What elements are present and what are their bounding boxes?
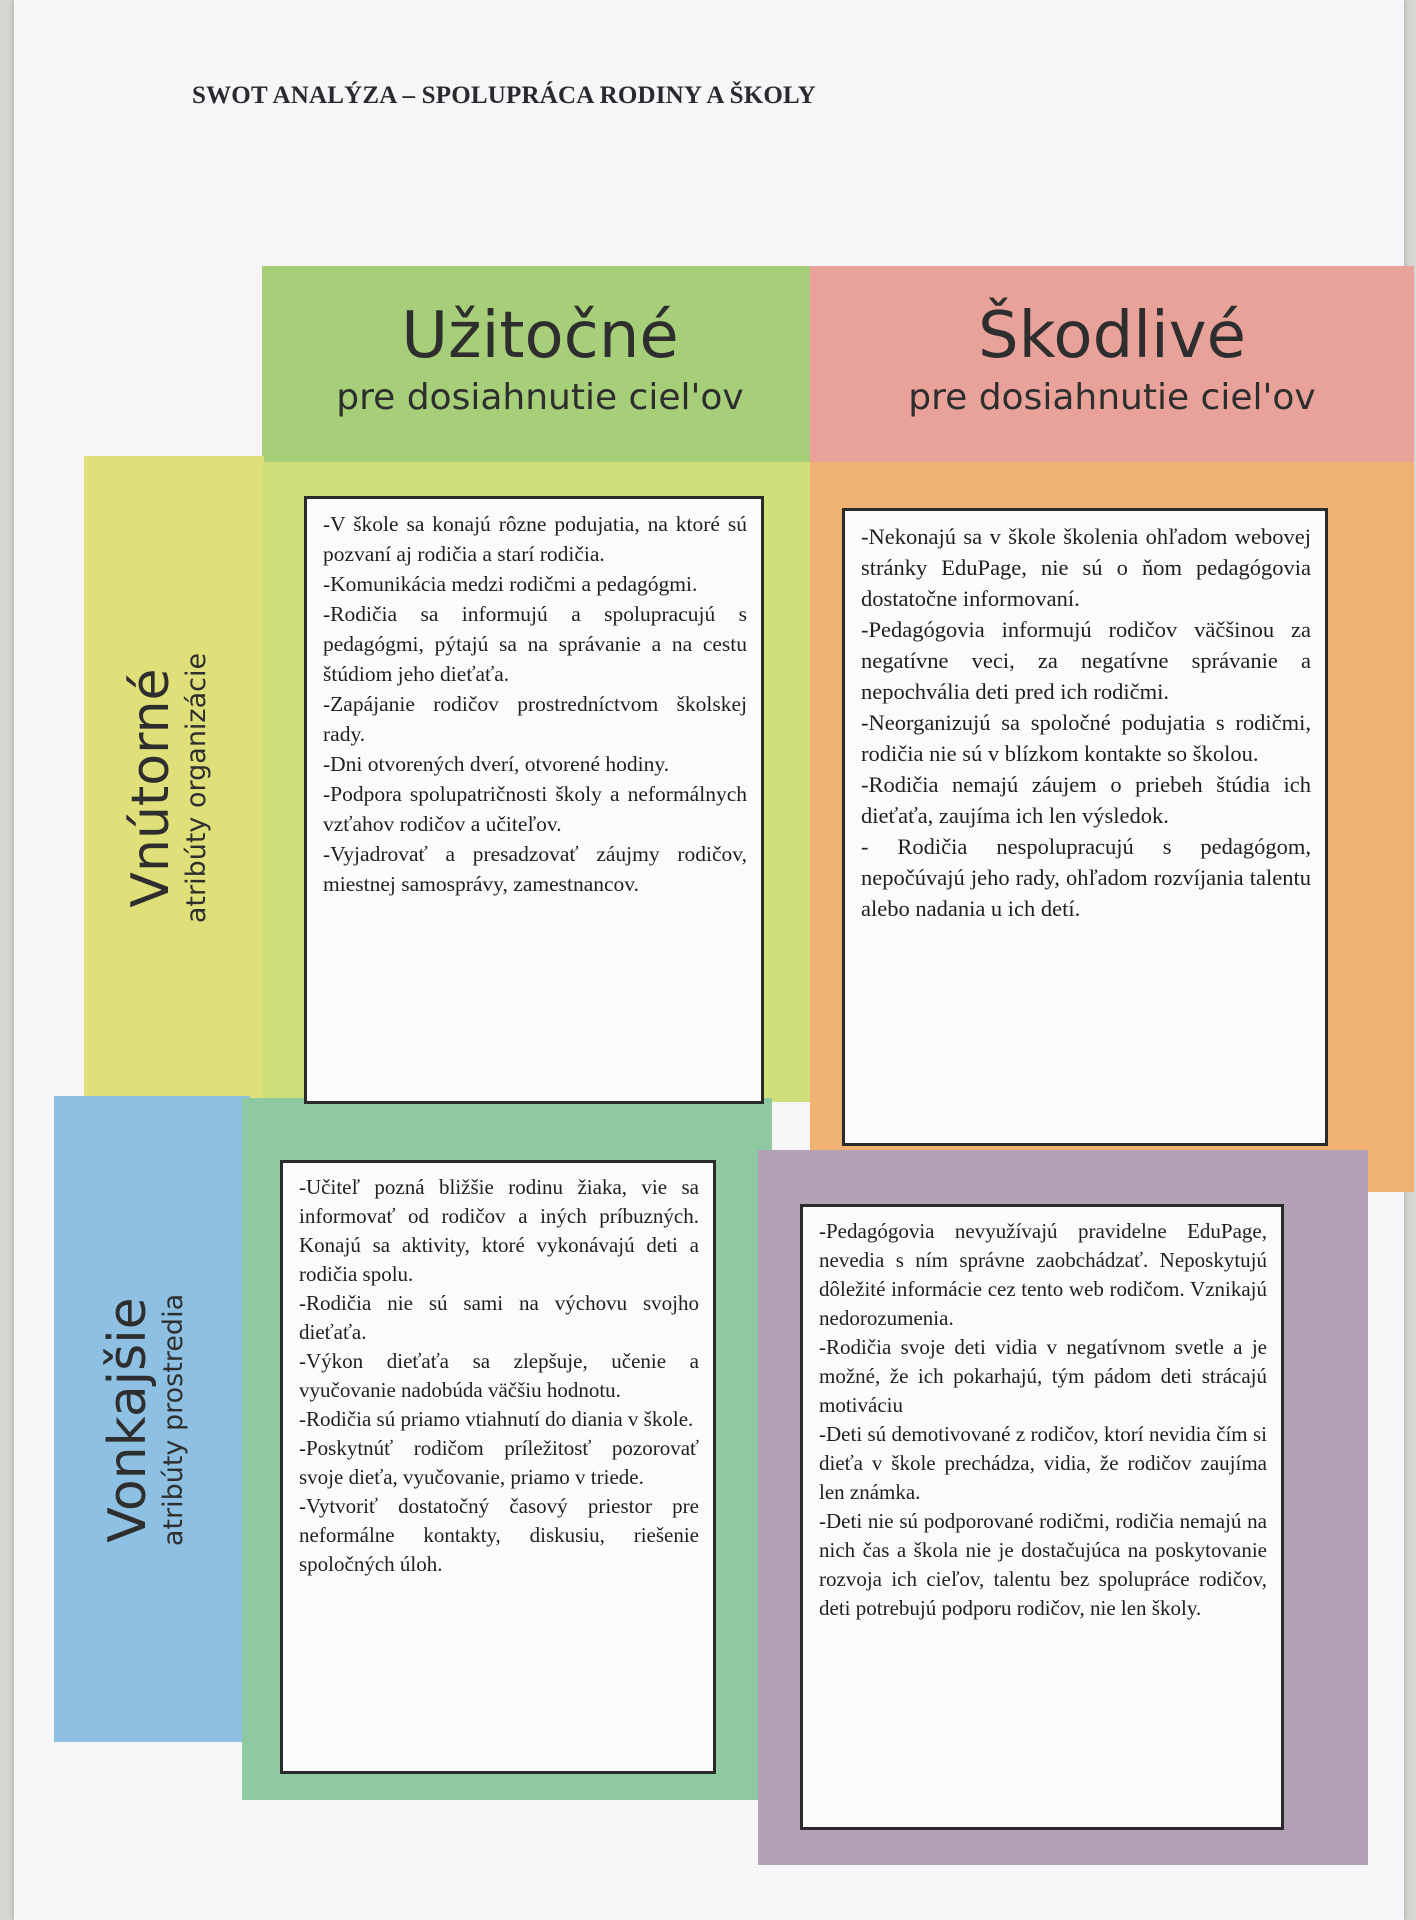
list-item: -Vytvoriť dostatočný časový priestor pre neformálne kontakty, diskusiu, riešenie spoločných úloh.	[299, 1494, 699, 1576]
external-title: Vonkajšie	[98, 1297, 158, 1543]
weaknesses-box	[842, 508, 1328, 1146]
helpful-title: Užitočné	[401, 299, 679, 373]
list-item: -Rodičia nemajú záujem o priebeh štúdia ich dieťaťa, zaujíma ich len výsledok.	[861, 772, 1311, 828]
list-item: -Rodičia sa informujú a spolupracujú s pedagógmi, pýtajú sa na správanie a na cestu štúdiom jeho dieťaťa.	[323, 602, 747, 686]
opportunities-box	[280, 1160, 716, 1774]
list-item: -Rodičia svoje deti vidia v negatívnom svetle a je možné, že ich pokarhajú, tým pádom deti strácajú motiváciu	[819, 1335, 1267, 1417]
list-item: -Rodičia sú priamo vtiahnutí do diania v škole.	[299, 1407, 694, 1431]
internal-subtitle: atribúty organizácie	[181, 652, 212, 924]
list-item: -Zapájanie rodičov prostredníctvom školskej rady.	[323, 692, 747, 746]
list-item: -Deti sú demotivované z rodičov, ktorí nevidia čím si dieťa v škole prechádza, vidia, že rodičov zaujíma len známka.	[819, 1422, 1267, 1504]
threats-box	[800, 1204, 1284, 1830]
document-page	[14, 0, 1404, 1920]
external-row-header	[98, 1120, 198, 1720]
list-item: -Pedagógovia nevyužívajú pravidelne EduPage, nevedia s ním správne zaobchádzať. Neposkytujú dôležité informácie cez tento web rodičom. Vznikajú nedorozumenia.	[819, 1219, 1267, 1330]
helpful-column-header	[262, 266, 818, 466]
harmful-title: Škodlivé	[978, 299, 1246, 373]
list-item: -Neorganizujú sa spoločné podujatia s rodičmi, rodičia nie sú v blízkom kontakte so školou.	[861, 710, 1311, 766]
list-item: -Podpora spolupatričnosti školy a neformálnych vzťahov rodičov a učiteľov.	[323, 782, 747, 836]
list-item: -Vyjadrovať a presadzovať záujmy rodičov, miestnej samosprávy, zamestnancov.	[323, 842, 747, 896]
harmful-subtitle: pre dosiahnutie ciel'ov	[908, 377, 1316, 418]
list-item: -Deti nie sú podporované rodičmi, rodičia nemajú na nich čas a škola nie je dostačujúca na poskytovanie rozvoja ich cieľov, talentu bez spolupráce rodičov, deti potrebujú podporu rodičov, nie len školy.	[819, 1509, 1267, 1620]
internal-title: Vnútorné	[121, 668, 181, 908]
list-item: - Rodičia nespolupracujú s pedagógom, nepočúvajú jeho rady, ohľadom rozvíjania talentu alebo nadania u ich detí.	[861, 834, 1311, 921]
harmful-column-header	[810, 266, 1414, 466]
internal-row-header	[121, 488, 221, 1088]
list-item: -Poskytnúť rodičom príležitosť pozorovať svoje dieťa, vyučovanie, priamo v triede.	[299, 1436, 699, 1489]
list-item: -Pedagógovia informujú rodičov väčšinou za negatívne veci, za negatívne správanie a nepochvália deti pred ich rodičmi.	[861, 617, 1311, 704]
page-title: SWOT ANALÝZA – SPOLUPRÁCA RODINY A ŠKOLY	[192, 82, 816, 109]
external-subtitle: atribúty prostredia	[158, 1293, 189, 1547]
helpful-subtitle: pre dosiahnutie ciel'ov	[336, 377, 744, 418]
list-item: -Rodičia nie sú sami na výchovu svojho dieťaťa.	[299, 1291, 699, 1344]
list-item: -Učiteľ pozná bližšie rodinu žiaka, vie sa informovať od rodičov a iných príbuzných. Konajú sa aktivity, ktoré vykonávajú deti a rodičia spolu.	[299, 1175, 699, 1286]
list-item: -Nekonajú sa v škole školenia ohľadom webovej stránky EduPage, nie sú o ňom pedagógovia dostatočne informovaní.	[861, 524, 1311, 611]
strengths-box	[304, 496, 764, 1104]
list-item: -Dni otvorených dverí, otvorené hodiny.	[323, 752, 670, 776]
list-item: -Komunikácia medzi rodičmi a pedagógmi.	[323, 572, 698, 596]
list-item: -Výkon dieťaťa sa zlepšuje, učenie a vyučovanie nadobúda väčšiu hodnotu.	[299, 1349, 699, 1402]
list-item: -V škole sa konajú rôzne podujatia, na ktoré sú pozvaní aj rodičia a starí rodičia.	[323, 512, 747, 566]
